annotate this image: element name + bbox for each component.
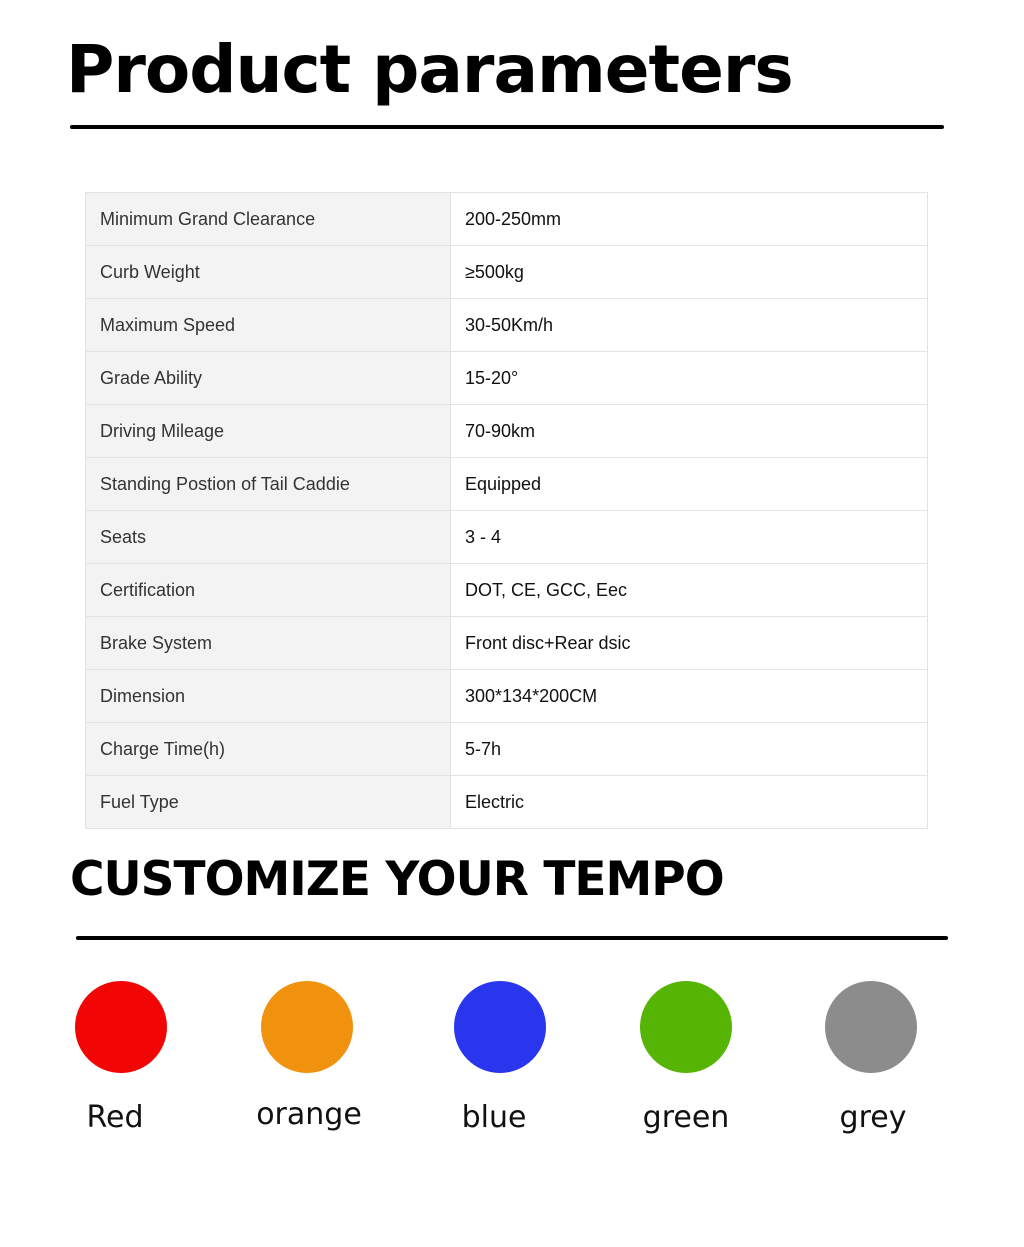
- spec-key: Fuel Type: [86, 776, 451, 829]
- spec-value: 5-7h: [451, 723, 928, 776]
- table-row: [86, 511, 928, 564]
- color-swatch-green[interactable]: [640, 981, 732, 1073]
- color-label-grey: grey: [839, 1100, 907, 1135]
- table-row: [86, 299, 928, 352]
- page-title: Product parameters: [66, 31, 793, 108]
- color-swatch-grey[interactable]: [825, 981, 917, 1073]
- color-label-green: green: [642, 1100, 730, 1135]
- spec-key: Maximum Speed: [86, 299, 451, 352]
- spec-key: Certification: [86, 564, 451, 617]
- spec-key: Driving Mileage: [86, 405, 451, 458]
- color-swatch-orange[interactable]: [261, 981, 353, 1073]
- spec-key: Curb Weight: [86, 246, 451, 299]
- color-label-orange: orange: [256, 1097, 362, 1132]
- spec-value: 15-20°: [451, 352, 928, 405]
- spec-value: 300*134*200CM: [451, 670, 928, 723]
- table-row: [86, 352, 928, 405]
- table-row: [86, 723, 928, 776]
- title-divider: [70, 125, 944, 129]
- spec-value: 200-250mm: [451, 193, 928, 246]
- spec-key: Seats: [86, 511, 451, 564]
- table-row: [86, 458, 928, 511]
- table-row: [86, 193, 928, 246]
- spec-value: 30-50Km/h: [451, 299, 928, 352]
- color-swatch-red[interactable]: [75, 981, 167, 1073]
- customize-title: CUSTOMIZE YOUR TEMPO: [70, 852, 724, 907]
- table-row: [86, 670, 928, 723]
- color-label-red: Red: [86, 1100, 144, 1135]
- table-row: [86, 246, 928, 299]
- spec-key: Charge Time(h): [86, 723, 451, 776]
- color-swatch-blue[interactable]: [454, 981, 546, 1073]
- spec-key: Standing Postion of Tail Caddie: [86, 458, 451, 511]
- spec-key: Brake System: [86, 617, 451, 670]
- spec-value: Equipped: [451, 458, 928, 511]
- spec-value: ≥500kg: [451, 246, 928, 299]
- spec-value: 3 - 4: [451, 511, 928, 564]
- spec-key: Minimum Grand Clearance: [86, 193, 451, 246]
- spec-value: Electric: [451, 776, 928, 829]
- table-row: [86, 564, 928, 617]
- spec-key: Grade Ability: [86, 352, 451, 405]
- table-row: [86, 776, 928, 829]
- spec-value: 70-90km: [451, 405, 928, 458]
- customize-divider: [76, 936, 948, 940]
- spec-key: Dimension: [86, 670, 451, 723]
- spec-table: [85, 192, 928, 829]
- spec-value: Front disc+Rear dsic: [451, 617, 928, 670]
- color-label-blue: blue: [461, 1100, 527, 1135]
- spec-value: DOT, CE, GCC, Eec: [451, 564, 928, 617]
- table-row: [86, 617, 928, 670]
- table-row: [86, 405, 928, 458]
